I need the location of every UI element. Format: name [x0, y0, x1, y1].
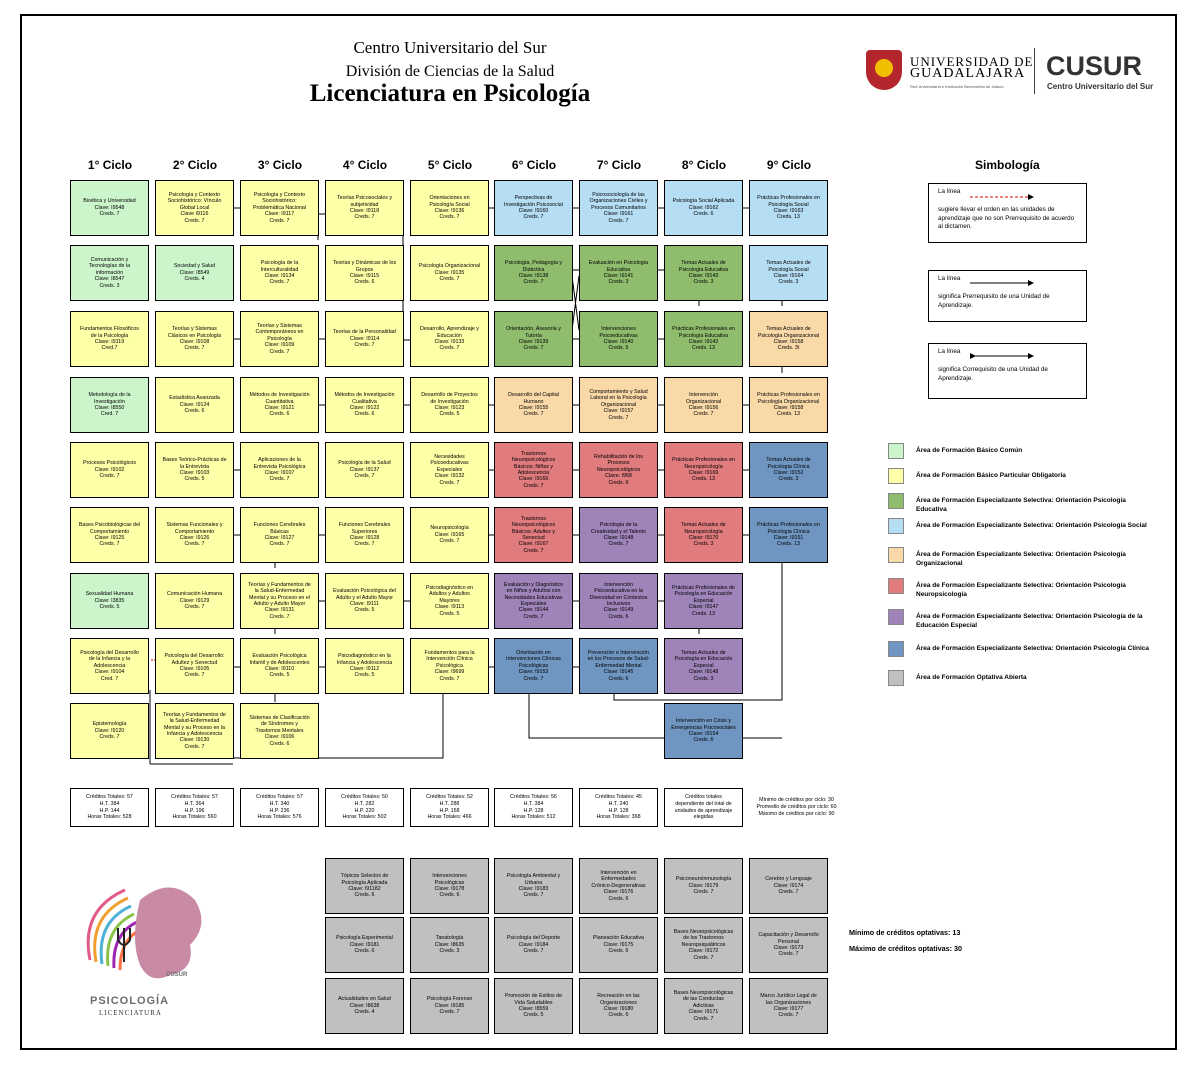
cusur-logo-title: CUSUR — [1046, 51, 1143, 81]
course-box-text: Psicosociología de las Organizaciones Civiles y Procesos Comunitarios Clave: I9161 Creds. 7 — [589, 191, 648, 224]
optative-box-text: Promoción de Estilos de Vida Saludables Clave: I8559 Creds. 5 — [504, 993, 563, 1019]
course-box — [410, 180, 489, 236]
simbologia-title: Simbología — [975, 158, 1040, 172]
course-box — [155, 311, 234, 367]
course-box — [579, 180, 658, 236]
course-box — [240, 180, 319, 236]
cusur-logo-subtitle: Centro Universitario del Sur — [1047, 82, 1154, 91]
cycle-total-text: Créditos totales dependiente del total de unidades de aprendizaje elegidas — [674, 793, 733, 821]
course-box-text: Sistemas Funcionales y Comportamiento Clave: I9126 Creds. 7 — [166, 522, 223, 548]
cycle-total-text: Créditos Totales: 45 H.T. 240 H.P. 128 Horas Totales: 368 — [595, 793, 642, 821]
optative-box — [579, 917, 658, 973]
cycle-total-box — [240, 788, 319, 827]
optative-box-text: Tanatología Clave: I8635 Creds. 3 — [434, 935, 465, 955]
area-legend-item — [888, 468, 1158, 484]
course-box-text: Bases Teórico-Prácticas de la Entrevista Clave: I9103 Creds. 5 — [162, 457, 227, 483]
optative-box-text: Psicología Ambiental y Urbana Clave: I9183 Creds. 7 — [506, 873, 561, 899]
course-box-text: Teorías y Sistemas Contemporáneos en Psicología Clave: I9109 Creds. 7 — [255, 322, 304, 355]
header-line1: Centro Universitario del Sur — [353, 38, 547, 57]
area-swatch — [888, 493, 904, 509]
course-box — [579, 311, 658, 367]
course-box-text: Intervención Psicoeducativa en la Diversidad en Contextos Inclusivos Clave: I9149 Creds. 6 — [589, 581, 648, 620]
course-box-text: Bases Psicobiológicas del Comportamiento Clave: I9125 Creds. 7 — [78, 522, 141, 548]
course-box — [325, 311, 404, 367]
cycle-header: 7° Ciclo — [596, 158, 642, 172]
course-box — [410, 245, 489, 301]
course-box-text: Funciones Cerebrales Superiores Clave: I9128 Creds. 7 — [338, 522, 391, 548]
course-box-text: Psicología Social Aplicada Clave: I9162 Creds. 6 — [672, 198, 735, 218]
optative-box — [325, 917, 404, 973]
cycle-header: 5° Ciclo — [427, 158, 473, 172]
course-box — [325, 638, 404, 694]
course-box — [240, 573, 319, 629]
cycle-header: 6° Ciclo — [511, 158, 557, 172]
course-box — [155, 180, 234, 236]
course-box — [749, 180, 828, 236]
course-box — [70, 573, 149, 629]
cycle-total-text: Créditos Totales: 50 H.T. 282 H.P. 220 Horas Totales: 502 — [341, 793, 388, 821]
legend-line-corequisite — [928, 343, 1087, 399]
area-legend-item — [888, 518, 1158, 534]
course-box-text: Necesidades Psicoeducativas Especiales Clave: I9132 Creds. 7 — [430, 453, 469, 486]
course-box-text: Teorías y Fundamentos de la Salud-Enfermedad Mental y su Proceso en la Infancia y Adolescencia Clave: I9130 Creds. 7 — [163, 711, 226, 750]
course-box — [579, 377, 658, 433]
course-box — [664, 180, 743, 236]
course-box-text: Psicología, Pedagogía y Didáctica Clave: I9138 Creds. 7 — [504, 260, 563, 286]
optative-box — [664, 858, 743, 914]
optative-box — [325, 978, 404, 1034]
cycle-total-box — [749, 788, 844, 827]
course-box-text: Temas Actuales de Psicología en Educación Especial Clave: I9148 Creds. 3 — [674, 649, 733, 682]
course-box — [749, 311, 828, 367]
optative-max-credits: Máximo de créditos optativas: 30 — [849, 944, 963, 953]
udg-shield-icon — [866, 50, 902, 90]
course-box-text: Teorías Psicosociales y subjetividad Clave: I9118 Creds. 7 — [336, 195, 393, 221]
course-box-text: Comunicación y Tecnologías de la información Clave: I8547 Creds. 3 — [88, 256, 131, 289]
course-box-text: Teorías y Fundamentos de la Salud-Enfermedad Mental y su Proceso en el Adulto y Adulto Mayor Clave: I9131 Creds. 7 — [248, 581, 311, 620]
cycle-total-box — [579, 788, 658, 827]
course-box — [410, 507, 489, 563]
cycle-header: 2° Ciclo — [172, 158, 218, 172]
cycle-total-text: Créditos Totales: 57 H.T. 364 H.P. 196 Horas Totales: 560 — [171, 793, 218, 821]
course-box-text: Funciones Cerebrales Básicas Clave: I9127 Creds. 7 — [253, 522, 306, 548]
area-label: Área de Formación Especializante Selectiva: Orientación Psicología Educativa — [916, 497, 1126, 514]
cycle-total-box — [325, 788, 404, 827]
course-box — [325, 245, 404, 301]
optative-box-text: Tópicos Selectos de Psicología Aplicada Clave: I91182 Creds. 6 — [340, 873, 389, 899]
course-box-text: Bioética y Universidad Clave: I9548 Creds. 7 — [83, 198, 136, 218]
course-box — [664, 377, 743, 433]
legend-line-label: La línea — [938, 348, 961, 355]
cycle-header: 8° Ciclo — [681, 158, 727, 172]
area-label: Área de Formación Básico Común — [916, 447, 1023, 454]
course-box — [579, 245, 658, 301]
course-box-text: Prácticas Profesionales en Psicología Clínica Clave: I9151 Creds. 13 — [757, 522, 820, 548]
optative-box — [664, 978, 743, 1034]
udg-line1: UNIVERSIDAD DE — [910, 54, 1034, 69]
course-box-text: Comunicación Humana Clave: I9129 Creds. 7 — [166, 591, 223, 611]
course-box-text: Desarrollo del Capital Humano Clave: I9155 Creds. 7 — [508, 392, 559, 418]
area-legend-item — [888, 493, 1158, 514]
course-box — [70, 311, 149, 367]
course-box-text: Temas Actuales de Psicología Clínica Clave: I9152 Creds. 3 — [766, 457, 811, 483]
course-box-text: Orientación, Asesoría y Tutoría Clave: I9139 Creds. 7 — [506, 326, 561, 352]
udg-line3: Red Universitaria e Institución Benemérita de Jalisco — [910, 84, 1004, 89]
course-box-text: Orientaciones en Psicología Social Clave: I9136 Creds. 7 — [429, 195, 470, 221]
course-box-text: Perspectivas de Investigación Psicosocial Clave: I9160 Creds. 7 — [504, 195, 563, 221]
cycle-total-box — [155, 788, 234, 827]
legend-line-desc: significa Correquisito de una Unidad de Aprendizaje. — [938, 366, 1048, 382]
optative-box-text: Marco Jurídico Legal de las Organizaciones Clave: I9177 Creds. 7 — [760, 993, 817, 1019]
course-box — [70, 442, 149, 498]
udg-line2: GUADALAJARA — [910, 66, 1026, 81]
optative-min-credits: Mínimo de créditos optativas: 13 — [849, 928, 961, 937]
psy-logo-title: PSICOLOGÍA — [90, 995, 170, 1007]
area-legend-item — [888, 578, 1158, 599]
optative-box — [494, 858, 573, 914]
course-box — [494, 245, 573, 301]
course-box — [155, 638, 234, 694]
optative-box — [494, 917, 573, 973]
course-box-text: Temas Actuales de Psicología Social Clave: I9164 Creds. 3 — [766, 260, 811, 286]
cycle-total-box — [410, 788, 489, 827]
course-box — [749, 245, 828, 301]
course-box — [325, 442, 404, 498]
optative-box — [410, 978, 489, 1034]
optative-box-text: Bases Neuropsicológicas de las Conductas Adictivas Clave: I9171 Creds. 7 — [673, 989, 734, 1022]
legend-line-desc: significa Prerrequisito de una Unidad de Aprendizaje. — [938, 293, 1050, 309]
area-label: Área de Formación Especializante Selectiva: Orientación Psicología Neuropsicología — [916, 582, 1126, 599]
course-box-text: Orientación en Intervenciones Clínicas Psicológicas Clave: I9153 Creds. 7 — [506, 649, 561, 682]
course-box — [494, 311, 573, 367]
optative-box — [664, 917, 743, 973]
optative-box-text: Bases Neuropsicológicas de los Trastornos Neuropsiquiátricos Clave: I9172 Creds. 7 — [673, 928, 734, 961]
cycle-header: 9° Ciclo — [766, 158, 812, 172]
course-box-text: Psicología de la Creatividad y el Talento Clave: I9148 Creds. 7 — [591, 522, 646, 548]
cycle-total-text: Mínimo de créditos por ciclo: 30 Promedio de créditos por ciclo: 60 Máximo de créditos por ciclo: 90 — [756, 797, 837, 817]
area-swatch — [888, 641, 904, 657]
course-box — [410, 442, 489, 498]
course-box — [579, 573, 658, 629]
course-box-text: Epistemología Clave: I9120 Creds. 7 — [92, 721, 127, 741]
course-box — [325, 507, 404, 563]
page-title: Licenciatura en Psicología — [309, 80, 591, 107]
optative-box-text: Capacitación y Desarrollo Personal Clave: I9173 Creds. 7 — [758, 932, 819, 958]
area-legend-item — [888, 547, 1158, 568]
course-box-text: Evaluación y Diagnóstico en Niños y Adultos con Necesidades Educativas Especiales Clave: I9144 Creds. 7 — [503, 581, 564, 620]
area-swatch — [888, 670, 904, 686]
area-label: Área de Formación Especializante Selectiva: Orientación Psicología de la Educación Especial — [916, 613, 1143, 630]
course-box-text: Intervención Organizacional Clave: I9156 Creds. 7 — [685, 392, 722, 418]
course-box — [240, 638, 319, 694]
course-box — [240, 311, 319, 367]
course-box-text: Psicología y Contexto Sociohistórico: Vínculo Global Local Clave I9116 Creds. 7 — [167, 191, 222, 224]
course-box — [410, 573, 489, 629]
course-box-text: Psicología del Desarrollo: Adultez y Senectud Clave: I9105 Creds. 7 — [164, 653, 225, 679]
legend-line-suggested — [928, 183, 1087, 243]
header-line2: División de Ciencias de la Salud — [345, 63, 555, 80]
area-label: Área de Formación Especializante Selectiva: Orientación Psicología Clínica — [916, 645, 1149, 652]
cycle-header: 1° Ciclo — [87, 158, 133, 172]
psychology-logo-icon — [70, 870, 210, 1000]
course-box-text: Comportamiento y Salud Laboral en la Psicología Organizacional Clave: I9157 Creds. 7 — [589, 388, 648, 421]
course-box-text: Rehabilitación de los Procesos Neuropsicológicos Clave: I968 Creds. 6 — [594, 453, 643, 486]
course-box — [70, 703, 149, 759]
cycle-total-text: Créditos Totales: 57 H.T. 384 H.P. 144 Horas Totales: 528 — [86, 793, 133, 821]
course-box — [325, 573, 404, 629]
course-box-text: Estadística Avanzada Clave: I9124 Creds. 6 — [169, 395, 220, 415]
course-box-text: Prácticas Profesionales en Psicología Organizacional Clave: I9158 Creds. 13 — [757, 392, 820, 418]
course-box — [155, 573, 234, 629]
optative-box-text: Recreación en las Organizaciones Clave: I9180 Creds. 6 — [597, 993, 640, 1019]
course-box-text: Evaluación Psicológica del Adulto y el Adulto Mayor Clave: I9111 Creds. 5 — [333, 588, 396, 614]
course-box-text: Procesos Psicológicos Clave: I9102 Creds. 7 — [83, 460, 136, 480]
legend-line-label: La línea — [938, 275, 961, 282]
area-swatch — [888, 547, 904, 563]
course-box — [410, 377, 489, 433]
course-box-text: Prácticas Profesionales en Neuropsicología Clave: I9169 Creds. 13 — [672, 457, 735, 483]
course-box-text: Métodos de Investigación Cuantitativa Clave: I9121 Creds. 6 — [249, 392, 310, 418]
course-box-text: Sociedad y Salud Clave: I8549 Creds. 4 — [173, 263, 216, 283]
course-box-text: Fundamentos Filosóficos de la Psicología Clave: I9119 Cred.7 — [80, 326, 139, 352]
course-box — [749, 377, 828, 433]
course-box — [579, 442, 658, 498]
cycle-total-text: Créditos Totales: 57 H.T. 340 H.P. 236 Horas Totales: 576 — [256, 793, 303, 821]
course-box — [664, 245, 743, 301]
optative-box — [749, 978, 828, 1034]
course-box — [410, 638, 489, 694]
course-box — [579, 638, 658, 694]
cycle-total-text: Créditos Totales: 56 H.T. 384 H.P. 128 Horas Totales: 512 — [510, 793, 557, 821]
area-swatch — [888, 609, 904, 625]
course-box-text: Evaluación Psicológica Infantil y de Adolescentes Clave: I9110 Creds. 5 — [249, 653, 310, 679]
course-box — [155, 245, 234, 301]
course-box-text: Psicodiagnóstico en la Infancia y Adolescencia Clave: I9112 Creds. 5 — [336, 653, 393, 679]
course-box — [240, 703, 319, 759]
area-swatch — [888, 578, 904, 594]
course-box-text: Prácticas Profesionales en Psicología Educativa Clave: I9142 Creds. 13 — [672, 326, 735, 352]
legend-line-desc: sugiere llevar el orden en las unidades de aprendizaje que no son Prerrequisito de acuerdo al dictamen. — [938, 206, 1075, 230]
optative-box — [749, 917, 828, 973]
course-box-text: Metodología de la Investigación Clave: I8550 Cred. 7 — [88, 392, 131, 418]
course-box — [749, 442, 828, 498]
course-box-text: Psicología de la Interculturalidad Clave: I9134 Creds. 7 — [260, 260, 299, 286]
course-box — [664, 311, 743, 367]
area-legend-item — [888, 670, 1158, 686]
course-box-text: Intervenciones Psicoeducativas Clave: I9140 Creds. 5 — [599, 326, 638, 352]
course-box — [664, 507, 743, 563]
course-box-text: Teorías de la Personalidad Clave: I9114 Creds. 7 — [333, 329, 396, 349]
course-box — [494, 180, 573, 236]
optative-box-text: Psiconeuroinmunología Clave: I9179 Creds. 7 — [675, 876, 732, 896]
cycle-total-box — [664, 788, 743, 827]
course-box — [494, 507, 573, 563]
psy-logo-mark: CUSUR — [166, 972, 188, 978]
optative-box-text: Actualidades en Salud Clave: I8638 Creds. 4 — [338, 996, 391, 1016]
course-box — [70, 245, 149, 301]
course-box-text: Fundamentos para la Intervención Clínica Psicológica Clave: I9699 Creds. 7 — [424, 649, 475, 682]
cycle-header: 3° Ciclo — [257, 158, 303, 172]
course-box-text: Prácticas Profesionales de Psicología en Educación Especial Clave: I9147 Creds. 13 — [672, 584, 735, 617]
area-swatch — [888, 468, 904, 484]
area-label: Área de Formación Optativa Abierta — [916, 674, 1027, 681]
course-box — [494, 377, 573, 433]
optative-box-text: Intervenciones Psicológicas Clave: I9178 Creds. 6 — [432, 873, 467, 899]
course-box — [664, 638, 743, 694]
optative-box-text: Psicología Experimental Clave: I9181 Creds. 6 — [336, 935, 393, 955]
area-label: Área de Formación Especializante Selectiva: Orientación Psicología Organizacional — [916, 551, 1126, 568]
course-box-text: Psicología Organizacional Clave: I9135 Creds. 7 — [418, 263, 481, 283]
area-swatch — [888, 518, 904, 534]
cycle-total-text: Créditos Totales: 52 H.T. 288 H.P. 158 Horas Totales: 466 — [426, 793, 473, 821]
area-legend-item — [888, 609, 1158, 630]
course-box-text: Desarrollo, Aprendizaje y Educación Clave: I9133 Creds. 7 — [420, 326, 479, 352]
area-legend-item — [888, 443, 1158, 459]
course-box — [70, 638, 149, 694]
course-box-text: Temas Actuales de Psicología Organizacional Clave: I9158 Creds. 3t — [757, 326, 820, 352]
course-box-text: Prácticas Profesionales en Psicología Social Clave: I9163 Creds. 13 — [757, 195, 820, 221]
optative-box — [749, 858, 828, 914]
course-box — [749, 507, 828, 563]
course-box-text: Intervención en Crisis y Emergencias Psicosociales Clave: I9154 Creds. 6 — [671, 718, 736, 744]
course-box-text: Temas Actuales de Psicología Educativa Clave: I9143 Creds. 3 — [678, 260, 729, 286]
course-box — [155, 703, 234, 759]
course-box — [664, 442, 743, 498]
course-box — [70, 377, 149, 433]
course-box — [70, 180, 149, 236]
course-box-text: Psicología del Desarrollo de la Infancia y la Adolescencia Clave: I9104 Cred. 7 — [80, 649, 139, 682]
course-box-text: Desarrollo de Proyectos de Investigación Clave: I9123 Creds. 5 — [421, 392, 478, 418]
optative-box-text: Psicología Forense Clave: I9185 Creds. 7 — [426, 996, 473, 1016]
course-box — [494, 638, 573, 694]
optative-box — [579, 978, 658, 1034]
course-box-text: Psicología de la Salud Clave: I9137 Creds. 7 — [338, 460, 391, 480]
course-box — [240, 245, 319, 301]
area-swatch — [888, 443, 904, 459]
logo-divider — [1034, 48, 1035, 94]
course-box — [70, 507, 149, 563]
psy-logo-subtitle: LICENCIATURA — [99, 1009, 162, 1017]
course-box-text: Aplicaciones de la Entrevista Psicológica Clave: I9107 Creds. 7 — [253, 457, 306, 483]
course-box-text: Teorías y Sistemas Clásicos en Psicología Clave: I9108 Creds. 7 — [167, 326, 222, 352]
optative-box — [579, 858, 658, 914]
course-box-text: Temas Actuales de Neuropsicología Clave: I9170 Creds. 3 — [681, 522, 726, 548]
course-box-text: Evaluación en Psicología Educativa Clave: I9141 Creds. 3 — [588, 260, 649, 286]
course-box-text: Trastornos Neuropsicológicos Básicos: Niñez y Adolescencia Clave: I9166 Creds. 7 — [511, 450, 556, 489]
course-box — [240, 507, 319, 563]
course-box — [664, 703, 743, 759]
optative-box-text: Intervención en Enfermedades Crónico-Degenerativas Clave: I9176 Creds. 6 — [591, 869, 646, 902]
course-box — [494, 573, 573, 629]
course-box-text: Prevención e Intervención en los Procesos de Salud- Enfermedad Mental Clave: I9145 Creds. 6 — [587, 649, 650, 682]
optative-box-text: Cerebro y Lenguaje Clave: I9174 Creds. 7 — [765, 876, 812, 896]
cycle-header: 4° Ciclo — [342, 158, 388, 172]
area-legend-item — [888, 641, 1158, 657]
course-box — [325, 180, 404, 236]
course-box-text: Psicodiagnóstico en Adultos y Adultos Mayores Clave: I9113 Creds. 5 — [425, 584, 474, 617]
course-box — [155, 507, 234, 563]
cycle-total-box — [70, 788, 149, 827]
course-box-text: Trastornos Neuropsicológicos Básicos: Adultez y Senectud Clave: I9167 Creds. 7 — [511, 515, 556, 554]
legend-line-label: La línea — [938, 188, 961, 195]
course-box — [664, 573, 743, 629]
legend-line-prerequisite — [928, 270, 1087, 322]
optative-box-text: Psicología del Deporte Clave: I9184 Creds. 7 — [506, 935, 561, 955]
course-box — [410, 311, 489, 367]
course-box-text: Métodos de Investigación Cualitativa Clave: I9122 Creds. 6 — [334, 392, 395, 418]
course-box — [155, 377, 234, 433]
area-label: Área de Formación Básico Particular Obligatoria — [916, 472, 1066, 479]
course-box-text: Teorías y Dinámicas de los Grupos Clave: I9115 Creds. 6 — [332, 260, 397, 286]
course-box — [579, 507, 658, 563]
optative-box — [410, 917, 489, 973]
course-box — [155, 442, 234, 498]
optative-box — [325, 858, 404, 914]
optative-box-text: Planeación Educativa Clave: I9175 Creds. 6 — [593, 935, 644, 955]
course-box — [240, 442, 319, 498]
course-box-text: Neuropsicología Clave: I9165 Creds. 7 — [430, 525, 469, 545]
course-box — [240, 377, 319, 433]
area-label: Área de Formación Especializante Selectiva: Orientación Psicología Social — [916, 522, 1147, 529]
course-box — [494, 442, 573, 498]
course-box-text: Psicología y Contexto Sociohistórico: Problemática Nacional Clave: I9117 Creds. 7 — [253, 191, 306, 224]
course-box-text: Sexualidad Humana Clave: I3835 Creds. 5 — [85, 591, 134, 611]
course-box — [325, 377, 404, 433]
optative-box — [494, 978, 573, 1034]
optative-box — [410, 858, 489, 914]
cycle-total-box — [494, 788, 573, 827]
course-box-text: Sistemas de Clasificación de Síndromes y Trastornos Mentales Clave: I9106 Creds. 6 — [249, 714, 310, 747]
